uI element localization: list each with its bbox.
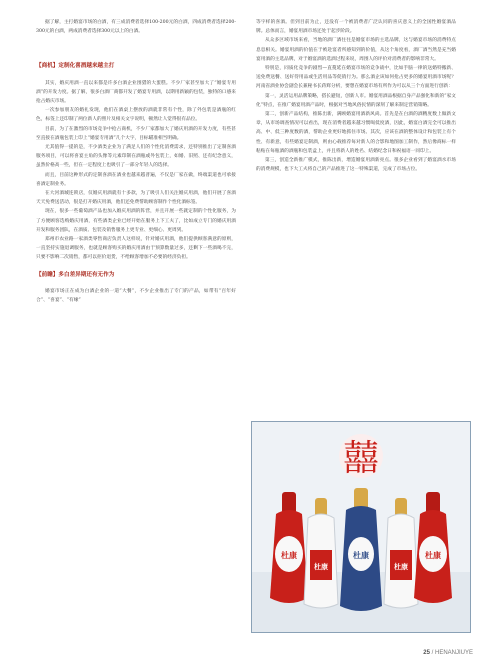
- paragraph: 第二，创新产品结构，推陈出新，满顾婚宴用酒新风尚。首先是在白酒的酒精度数上做新文章，从市场调查情况可以看出，现在消费者越来越习惯喝低度酒，因此，婚宴白酒完全可以推出高、中、低三种度数的酒，帮助企业更好地抓住市场。其次，应该在酒的整体设计和包装上有个性、有新意，有些婚宴定制酒，则由心载推荐每对新人的合影和地图加工制作，然后像商标一样粘贴在每瓶酒的酒瓶和包装盒上，并且将新人的姓名、结婚纪念日和祝福语一同印上。: [256, 112, 456, 154]
- left-column: [36, 18, 236, 305]
- spacer: [36, 36, 236, 54]
- paragraph: 现在，很多一些葡萄酒产品也加入婚庆用酒的阵营，并且开展一些就定制的个性化服务，为了方便顾客选购婚庆用酒，有些酒类企业已经开始在服务上下工夫了，比如成立专门的婚庆用酒开发和服务团队，在酒质、包装及销售服务上更专业、更细心、更周到。: [36, 209, 236, 233]
- paragraph: 尤其值得一提的是，不少酒类企业为了满足人们的个性化消费需求，还特别推出了定制喜酒服务项目，可以将喜宴主角的头像等元素印制在酒瓶或外包装上，如婚、旧照、还有纪念意义，虽然价格高一些，但在一定程度上也吸引了一部分年轻人的选择。: [36, 145, 236, 169]
- magazine-name: HENANJIUYE: [434, 650, 473, 656]
- paragraph: 婚宴市场正在成为白酒企业的一道“大餐”，不少企业推出了专门的产品，如带有“百年好合”、“喜宴”、“有缘”: [36, 288, 236, 304]
- paragraph: 第三，创造全新推广模式，推陈出新，增造婚宴用酒新亮点。很多企业看到了婚宴酒水市场的消费规模，也下大工夫将自己的产品推进了这一特殊渠道，完成了市场占位。: [256, 158, 456, 173]
- section-heading-outlook: 【前瞻】多白差异期还有无作为: [36, 271, 115, 278]
- wine-bottles-photo: [251, 421, 471, 633]
- paragraph: 据了解，主打婚宴市场的白酒，有三成消费者选择100-200元的白酒，四成消费者选择200-300元的白酒，两成消费者选择300元以上的白酒。: [36, 20, 236, 35]
- svg-text:杜康: 杜康: [314, 562, 328, 571]
- section-heading-opportunity: 【商机】定制化喜酒越来越主打: [36, 63, 115, 70]
- paragraph: 从众多区域市场来看，当地的酒厂酒往往是婚宴市场的主选品牌，这与婚宴市场的消费特点息息相关。婚宴用酒的价值在于被赴宴者所感知到的价值，从这个角度看，酒厂酒当然是充当婚宴用酒的主选品牌，对于婚宴酒的选酒过程来说，周围人的评价对消费者的影响非常大。: [256, 38, 456, 62]
- paragraph: 等字样的喜酒。但到目前为止，还没有一个被消费者广泛认同的喜庆意义上的全国性婚宴酒品牌。总体而言，婚宴用酒市场还处于起步阶段。: [256, 20, 456, 35]
- double-happiness-glyph: 囍: [342, 438, 380, 479]
- page-footer: [423, 650, 473, 656]
- paragraph: 第一，灵活运用品牌策略，搭长避短，创新人市。婚宴用酒品根据自身产品强化和新的“家文化”特点，在推广婚宴用酒产品时，根据对当地风俗民情的深刻了解来制定营销策略。: [256, 93, 456, 108]
- paragraph: 在大河酒城连锁店，仅婚庆用酒就有十多款，为了吸引人们关注婚庆用酒，他们开展了喜酒天天免费送活动，很是打开婚庆用酒，他们还免费帮助顾客制作个性化酒标签。: [36, 191, 236, 206]
- right-column: [256, 18, 456, 174]
- paragraph: 特别是，同质化竞争的剧烈—直蔓延在婚宴市场的竞争战中，比如手脑一律的送婚特搬新、送免费送餐、送好待用品或生活用品等促销行为。那么酒企该如何抢占更多的婚宴用酒市场呢？河南省酒业协会副会长兼秘书长蒋辉分析，要想在婚宴市场有所作为可以从三个方面进行创新：: [256, 66, 456, 90]
- paragraph: 郑州市农业路一家酒类零售商店负责人这样说，针对婚庆用酒，他们提供顾客满意的原则，一直坚持实施退调服务，也就是顾客购买的婚庆用酒由于预算数量过多，还剩下一些酒喝不完，只要不影响二次销售，都可以拒价退货，不给顾客增加不必要的经济负担。: [36, 237, 236, 261]
- svg-text:杜康: 杜康: [353, 550, 369, 560]
- svg-text:杜康: 杜康: [281, 550, 297, 560]
- paragraph: 一次参加朋友的婚礼发现，他们在酒桌上摆放的酒就非常有个性，除了外包装是酒瓶的红色，标签上还印制了两位新人的照片及相关文字说明，顿然让人觉得很有品位。: [36, 108, 236, 123]
- wine-bottles-double-happiness-icon: [252, 422, 470, 632]
- page-number: 25: [423, 650, 430, 656]
- paragraph: 其实，婚庆用酒一直以来都是许多白酒企业围猎的大蛋糕。不少厂家甚至加大了“婚宴专用酒”的开发力度。据了解，很多白酒厂商都开发了婚宴专用酒，以期用新颖的包装，独特的口感来抢占婚庆市场。: [36, 80, 236, 105]
- paragraph: 目前，为了在激烈的市场竞争中抢占商机，不少厂家都加大了婚庆用酒的开发力度，有些甚至直接在酒瓶包装上印上“婚宴专用酒”几个大字，目标瞄准相当明确。: [36, 126, 236, 141]
- svg-text:杜康: 杜康: [425, 550, 441, 560]
- footer-separator: /: [429, 650, 435, 656]
- paragraph: 而且，目前这种形式的定制喜酒在酒业也越来越普遍，不仅是厂家在做，终端渠道也可承接喜酒定制业务。: [36, 172, 236, 187]
- svg-text:杜康: 杜康: [394, 562, 408, 571]
